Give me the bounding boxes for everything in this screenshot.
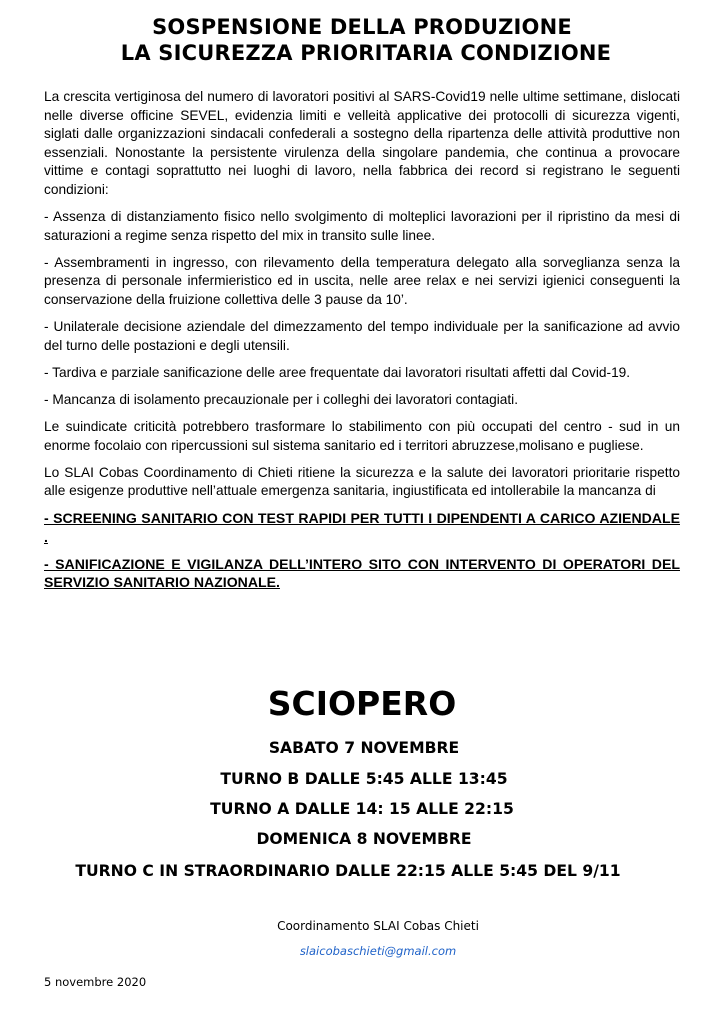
contact-email: slaicobaschieti@gmail.com [299,944,457,958]
document-body [44,88,680,600]
condition-item: - Assembramenti in ingresso, con rilevamento della temperatura delegato alla sorveglianza senza la presenza di personale infermieristico ed in uscita, nelle aree relax e nei servizi igienici conseguenti la conservazione della fruizione collettiva delle 3 pause da 10’. [44,254,680,307]
schedule-line: TURNO B DALLE 5:45 ALLE 13:45 [220,770,508,788]
statement-paragraph: Lo SLAI Cobas Coordinamento di Chieti ritiene la sicurezza e la salute dei lavoratori prioritarie rispetto alle esigenze produttive nell’attuale emergenza sanitaria, ingiustificata ed intollerabile la mancanza di [44,464,680,499]
condition-item: - Tardiva e parziale sanificazione delle aree frequentate dai lavoratori risultati affetti dal Covid-19. [44,364,631,380]
demand-item: - SCREENING SANITARIO CON TEST RAPIDI PER TUTTI I DIPENDENTI A CARICO AZIENDALE . [44,510,680,545]
schedule-line: TURNO C IN STRAORDINARIO DALLE 22:15 ALLE 5:45 DEL 9/11 [75,862,621,880]
condition-item: - Unilaterale decisione aziendale del dimezzamento del tempo individuale per la sanificazione ad avvio del turno delle postazioni e degli utensili. [44,319,680,353]
schedule-line: TURNO A DALLE 14: 15 ALLE 22:15 [210,800,514,818]
signature: Coordinamento SLAI Cobas Chieti [277,919,479,933]
risk-paragraph: Le suindicate criticità potrebbero trasformare lo stabilimento con più occupati del centro - sud in un enorme focolaio con ripercussioni sul sistema sanitario ed i territori abruzzese,molisano e pugliese. [44,418,680,453]
demand-item: - SANIFICAZIONE E VIGILANZA DELL’INTERO SITO CON INTERVENTO DI OPERATORI DEL SERVIZIO SANITARIO NAZIONALE. [44,555,680,591]
document-title-line-2: LA SICUREZZA PRIORITARIA CONDIZIONE [120,41,612,65]
schedule-line: SABATO 7 NOVEMBRE [268,739,460,757]
schedule-line: DOMENICA 8 NOVEMBRE [256,830,472,848]
strike-heading: SCIOPERO [267,684,457,723]
intro-paragraph: La crescita vertiginosa del numero di lavoratori positivi al SARS-Covid19 nelle ultime settimane, dislocati nelle diverse officine SEVEL, evidenzia limiti e velleità applicative dei protocolli di sicurezza vigenti, siglati dalle organizzazioni sindacali confederali a sostegno della ripartenza delle attività produttive non essenziali. Nonostante la persistente virulenza della singolare pandemia, che continua a provocare vittime e contagi soprattutto nei luoghi di lavoro, nella fabbrica dei record si registrano le seguenti condizioni: [44,89,680,197]
document-date: 5 novembre 2020 [44,975,147,989]
condition-item: - Mancanza di isolamento precauzionale per i colleghi dei lavoratori contagiati. [44,391,519,407]
document-title-line-1: SOSPENSIONE DELLA PRODUZIONE [152,15,572,39]
condition-item: - Assenza di distanziamento fisico nello svolgimento di molteplici lavorazioni per il ripristino da mesi di saturazioni a regime senza rispetto del mix in transito sulle linee. [44,209,680,243]
